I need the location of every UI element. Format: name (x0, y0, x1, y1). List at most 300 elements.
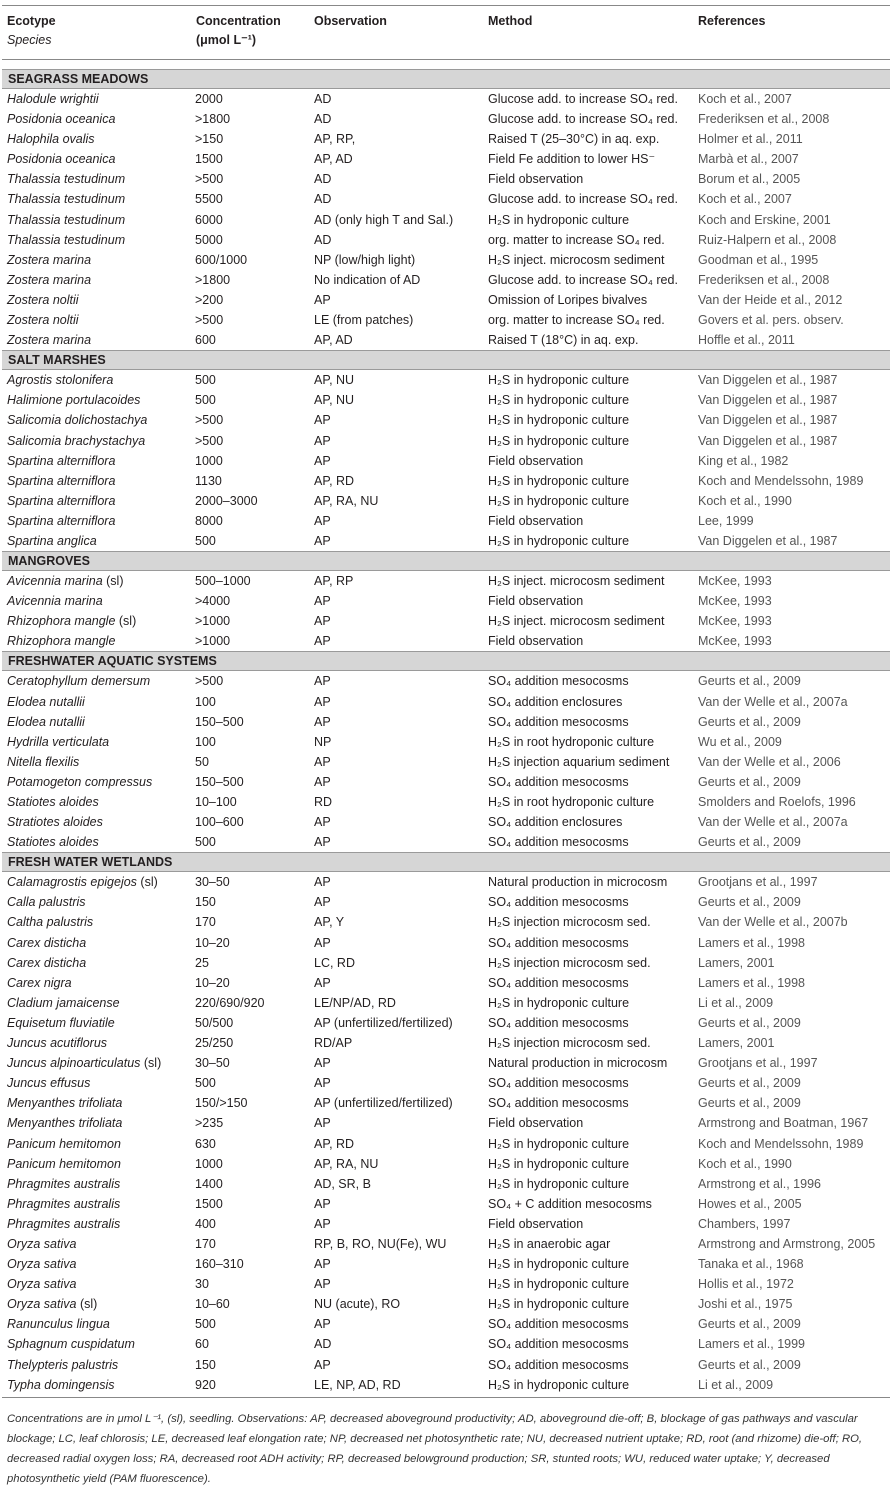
reference-cell: Van Diggelen et al., 1987 (698, 373, 838, 388)
method-cell: H₂S in hydroponic culture (488, 1156, 630, 1171)
method-cell: H₂S injection aquarium sediment (488, 754, 670, 769)
species-cell (7, 451, 115, 471)
species-name: Juncus acutiflorus (7, 1036, 108, 1051)
species-name: Calla palustris (7, 895, 86, 910)
concentration-cell: >500 (195, 433, 224, 448)
reference-cell: Hoffle et al., 2011 (698, 333, 795, 348)
reference-cell: Lamers et al., 1999 (698, 1337, 806, 1352)
species-cell (7, 1093, 122, 1113)
species-cell (7, 1314, 110, 1334)
method-cell: SO₄ addition mesocosms (488, 835, 629, 850)
header-method: Method (488, 14, 533, 28)
table-row (2, 290, 890, 310)
reference-cell: Geurts et al., 2009 (698, 774, 801, 789)
table-row (2, 892, 890, 912)
species-cell (7, 511, 115, 531)
species-name: Rhizophora mangle (7, 614, 116, 629)
table-row (2, 571, 890, 591)
species-name: Carex nigra (7, 975, 72, 990)
species-cell (7, 872, 158, 892)
method-cell: org. matter to increase SO₄ red. (488, 232, 665, 247)
observation-cell: AP (314, 433, 331, 448)
table-row (2, 149, 890, 169)
species-cell (7, 712, 85, 732)
concentration-cell: 500 (195, 533, 216, 548)
reference-cell: Koch et al., 2007 (698, 192, 792, 207)
reference-cell: Howes et al., 2005 (698, 1196, 802, 1211)
species-name: Thalassia testudinum (7, 172, 126, 187)
concentration-cell: 600/1000 (195, 252, 248, 267)
reference-cell: Hollis et al., 1972 (698, 1277, 794, 1292)
method-cell: Natural production in microcosm (488, 875, 668, 890)
observation-cell: NP (low/high light) (314, 252, 416, 267)
concentration-cell: 500 (195, 373, 216, 388)
species-cell (7, 330, 91, 350)
method-cell: SO₄ addition enclosures (488, 815, 623, 830)
species-cell (7, 270, 91, 290)
reference-cell: Holmer et al., 2011 (698, 132, 803, 147)
species-name: Posidonia oceanica (7, 152, 116, 167)
concentration-cell: 170 (195, 1236, 216, 1251)
observation-cell: AP, Y (314, 915, 345, 930)
reference-cell: Wu et al., 2009 (698, 734, 782, 749)
reference-cell: Tanaka et al., 1968 (698, 1257, 804, 1272)
reference-cell: Geurts et al., 2009 (698, 835, 801, 850)
seedling-marker: (sl) (102, 574, 124, 589)
species-name: Juncus alpinoarticulatus (7, 1056, 141, 1071)
table-row (2, 1274, 890, 1294)
table-row (2, 1375, 890, 1395)
species-name: Zostera marina (7, 333, 92, 348)
reference-cell: Geurts et al., 2009 (698, 895, 801, 910)
observation-cell: RD (314, 795, 333, 809)
reference-cell: Armstrong et al., 1996 (698, 1176, 821, 1191)
species-cell (7, 631, 115, 651)
reference-cell: Li et al., 2009 (698, 1377, 774, 1392)
reference-cell: Geurts et al., 2009 (698, 1317, 801, 1332)
table-row (2, 310, 890, 330)
table-footnote: Concentrations are in μmol L⁻¹, (sl), seedling. Observations: AP, decreased aboveground productivity; AD, aboveground die-off; B, blockage of gas pathways and vascular blockage; LC, leaf chlorosis; LE, decreased leaf elongation rate; NP, decreased net photosynthetic rate; NU, decreased nutrient uptake; RD, root (and rhizome) die-off; RO, decreased radial oxygen loss; RA, decreased root ADH activity; RP, decreased belowground production; SR, stunted roots; WU, reduced water uptake; Y, decreased photosynthetic yield (PAM fluorescence). (2, 1397, 890, 1489)
method-cell: H₂S in hydroponic culture (488, 1377, 630, 1392)
reference-cell: Li et al., 2009 (698, 995, 774, 1010)
species-cell (7, 129, 95, 149)
reference-cell: Frederiksen et al., 2008 (698, 272, 830, 287)
concentration-cell: 1000 (195, 1156, 223, 1171)
concentration-cell: 500 (195, 1076, 216, 1091)
header-observation: Observation (314, 14, 387, 28)
concentration-cell: 5500 (195, 192, 223, 207)
method-cell: Field observation (488, 634, 584, 649)
species-name: Spartina alterniflora (7, 473, 116, 488)
table-row (2, 471, 890, 491)
observation-cell: AP (314, 674, 331, 689)
species-cell (7, 933, 86, 953)
reference-cell: Lamers, 2001 (698, 955, 775, 970)
concentration-cell: 6000 (195, 212, 223, 227)
table-row (2, 1154, 890, 1174)
reference-cell: Geurts et al., 2009 (698, 1076, 801, 1091)
species-cell (7, 290, 79, 310)
species-cell (7, 410, 147, 430)
observation-cell: AP, RA, NU (314, 1156, 379, 1171)
species-cell (7, 1134, 121, 1154)
species-cell (7, 912, 93, 932)
species-name: Juncus effusus (7, 1076, 91, 1091)
method-cell: H₂S in hydroponic culture (488, 473, 630, 488)
concentration-cell: >1800 (195, 272, 231, 287)
species-cell (7, 1214, 120, 1234)
concentration-cell: 1000 (195, 453, 223, 468)
concentration-cell: >4000 (195, 594, 231, 609)
species-cell (7, 792, 99, 812)
observation-cell: AP (314, 614, 331, 629)
method-cell: H₂S in hydroponic culture (488, 413, 630, 428)
method-cell: H₂S in hydroponic culture (488, 1297, 630, 1312)
table-row (2, 752, 890, 772)
observation-cell: AP (unfertilized/fertilized) (314, 1015, 453, 1030)
table-row (2, 1013, 890, 1033)
species-cell (7, 1294, 97, 1314)
reference-cell: McKee, 1993 (698, 614, 772, 629)
observation-cell: AP (314, 815, 331, 830)
method-cell: Field Fe addition to lower HS⁻ (488, 152, 656, 167)
table-row (2, 1033, 890, 1053)
method-cell: Raised T (25–30°C) in aq. exp. (488, 132, 660, 147)
table-row (2, 993, 890, 1013)
reference-cell: King et al., 1982 (698, 453, 789, 468)
observation-cell: AP, AD (314, 333, 353, 348)
observation-cell: AP (314, 835, 331, 850)
observation-cell: AD (only high T and Sal.) (314, 212, 454, 227)
table-row (2, 1093, 890, 1113)
header-concentration-unit: (μmol L⁻¹) (196, 33, 257, 47)
species-name: Panicum hemitomon (7, 1156, 121, 1171)
species-name: Carex disticha (7, 955, 87, 970)
method-cell: H₂S in hydroponic culture (488, 212, 630, 227)
reference-cell: Geurts et al., 2009 (698, 714, 801, 729)
method-cell: H₂S injection microcosm sed. (488, 955, 651, 970)
reference-cell: Armstrong and Boatman, 1967 (698, 1116, 869, 1131)
observation-cell: LE (from patches) (314, 313, 414, 328)
method-cell: SO₄ addition mesocosms (488, 774, 629, 789)
species-cell (7, 169, 125, 189)
observation-cell: AP (314, 1216, 331, 1231)
species-name: Salicomia dolichostachya (7, 413, 148, 428)
species-cell (7, 973, 72, 993)
reference-cell: Lamers et al., 1998 (698, 935, 806, 950)
method-cell: SO₄ addition mesocosms (488, 1317, 629, 1332)
table-row (2, 1234, 890, 1254)
header-ecotype-species (7, 12, 56, 50)
species-name: Potamogeton compressus (7, 774, 153, 789)
species-cell (7, 1234, 76, 1254)
concentration-cell: 500 (195, 835, 216, 850)
observation-cell: AP, RA, NU (314, 493, 379, 508)
species-name: Ceratophyllum demersum (7, 674, 151, 689)
table-row (2, 451, 890, 471)
section-header: SALT MARSHES (2, 350, 890, 370)
table-row (2, 169, 890, 189)
concentration-cell: 10–20 (195, 975, 230, 990)
concentration-cell: 600 (195, 333, 216, 348)
observation-cell: AP (314, 634, 331, 649)
species-name: Equisetum fluviatile (7, 1015, 115, 1030)
species-name: Halodule wrightii (7, 92, 99, 106)
reference-cell: Van Diggelen et al., 1987 (698, 393, 838, 408)
method-cell: SO₄ addition mesocosms (488, 1015, 629, 1030)
species-name: Elodea nutallii (7, 694, 85, 709)
species-name: Thalassia testudinum (7, 192, 126, 207)
species-name: Halophila ovalis (7, 132, 95, 147)
reference-cell: Govers et al. pers. observ. (698, 313, 844, 328)
species-cell (7, 390, 140, 410)
species-cell (7, 1194, 120, 1214)
reference-cell: Smolders and Roelofs, 1996 (698, 795, 856, 809)
table-row (2, 1294, 890, 1314)
species-name: Cladium jamaicense (7, 995, 120, 1010)
observation-cell: AP (314, 533, 331, 548)
observation-cell: LE/NP/AD, RD (314, 995, 396, 1010)
reference-cell: Van der Welle et al., 2006 (698, 754, 841, 769)
observation-cell: AD (314, 1337, 332, 1352)
concentration-cell: 150 (195, 895, 216, 910)
species-name: Ranunculus lingua (7, 1317, 110, 1332)
concentration-cell: 100–600 (195, 815, 244, 830)
species-cell (7, 953, 86, 973)
concentration-cell: 10–20 (195, 935, 230, 950)
reference-cell: Koch et al., 2007 (698, 92, 792, 106)
species-cell (7, 671, 150, 691)
reference-cell: Van der Welle et al., 2007a (698, 815, 848, 830)
species-cell (7, 591, 103, 611)
species-name: Sphagnum cuspidatum (7, 1337, 135, 1352)
method-cell: H₂S in anaerobic agar (488, 1236, 611, 1251)
species-cell (7, 1073, 90, 1093)
concentration-cell: 30 (195, 1277, 209, 1292)
table-row (2, 973, 890, 993)
reference-cell: Lamers, 2001 (698, 1036, 775, 1051)
species-name: Halimione portulacoides (7, 393, 141, 408)
method-cell: SO₄ addition mesocosms (488, 674, 629, 689)
method-cell: SO₄ addition mesocosms (488, 975, 629, 990)
method-cell: Raised T (18°C) in aq. exp. (488, 333, 639, 348)
species-cell (7, 611, 136, 631)
table-row (2, 270, 890, 290)
table-row (2, 109, 890, 129)
reference-cell: Van der Welle et al., 2007b (698, 915, 848, 930)
reference-cell: Koch et al., 1990 (698, 1156, 792, 1171)
reference-cell: Koch and Mendelssohn, 1989 (698, 473, 864, 488)
observation-cell: AP (314, 1076, 331, 1091)
species-name: Spartina alterniflora (7, 513, 116, 528)
concentration-cell: >235 (195, 1116, 224, 1131)
observation-cell: AP, RP (314, 574, 354, 589)
method-cell: SO₄ + C addition mesocosms (488, 1196, 652, 1211)
species-name: Zostera noltii (7, 292, 79, 307)
species-cell (7, 1013, 115, 1033)
observation-cell: AD (314, 232, 332, 247)
species-name: Calamagrostis epigejos (7, 875, 137, 890)
reference-cell: Goodman et al., 1995 (698, 252, 819, 267)
species-name: Spartina alterniflora (7, 493, 116, 508)
table-row (2, 250, 890, 270)
table-row (2, 611, 890, 631)
observation-cell: AP (314, 875, 331, 890)
observation-cell: AP (314, 292, 331, 307)
species-name: Phragmites australis (7, 1216, 121, 1231)
species-cell (7, 1033, 107, 1053)
concentration-cell: 220/690/920 (195, 995, 265, 1010)
table-row (2, 872, 890, 892)
species-name: Oryza sativa (7, 1297, 77, 1312)
method-cell: Field observation (488, 453, 584, 468)
method-cell: H₂S in hydroponic culture (488, 1257, 630, 1272)
reference-cell: McKee, 1993 (698, 634, 772, 649)
method-cell: H₂S in hydroponic culture (488, 1136, 630, 1151)
header-concentration (196, 12, 281, 50)
table-row (2, 129, 890, 149)
table-row (2, 210, 890, 230)
species-cell (7, 471, 115, 491)
reference-cell: Koch et al., 1990 (698, 493, 792, 508)
observation-cell: AP, RP, (314, 132, 356, 147)
species-name: Salicomia brachystachya (7, 433, 146, 448)
species-cell (7, 812, 103, 832)
reference-cell: Geurts et al., 2009 (698, 674, 801, 689)
method-cell: H₂S in hydroponic culture (488, 393, 630, 408)
species-name: Carex disticha (7, 935, 87, 950)
reference-cell: Geurts et al., 2009 (698, 1015, 801, 1030)
method-cell: SO₄ addition enclosures (488, 694, 623, 709)
concentration-cell: 5000 (195, 232, 223, 247)
table-row (2, 953, 890, 973)
method-cell: H₂S in hydroponic culture (488, 1176, 630, 1191)
concentration-cell: >500 (195, 172, 224, 187)
reference-cell: Koch and Erskine, 2001 (698, 212, 831, 227)
reference-cell: Geurts et al., 2009 (698, 1357, 801, 1372)
observation-cell: LC, RD (314, 955, 355, 970)
reference-cell: Marbà et al., 2007 (698, 152, 799, 167)
observation-cell: AP (unfertilized/fertilized) (314, 1096, 453, 1111)
observation-cell: AP (314, 1116, 331, 1131)
species-cell (7, 149, 115, 169)
species-cell (7, 892, 86, 912)
concentration-cell: 50 (195, 754, 209, 769)
method-cell: H₂S in root hydroponic culture (488, 795, 655, 809)
observation-cell: AP (314, 774, 331, 789)
concentration-cell: 60 (195, 1337, 209, 1352)
header-ecotype: Ecotype (7, 14, 56, 28)
observation-cell: RD/AP (314, 1036, 353, 1051)
concentration-cell: 150/>150 (195, 1096, 248, 1111)
concentration-cell: 500 (195, 393, 216, 408)
species-name: Phragmites australis (7, 1196, 121, 1211)
sulfide-toxicity-table (2, 5, 890, 1489)
observation-cell: LE, NP, AD, RD (314, 1377, 401, 1392)
reference-cell: Geurts et al., 2009 (698, 1096, 801, 1111)
species-cell (7, 189, 125, 209)
table-row (2, 912, 890, 932)
observation-cell: AP, RD (314, 1136, 355, 1151)
section-header: FRESH WATER WETLANDS (2, 852, 890, 872)
header-species: Species (7, 33, 52, 47)
observation-cell: AD (314, 172, 332, 187)
species-name: Oryza sativa (7, 1277, 77, 1292)
observation-cell: AP (314, 714, 331, 729)
method-cell: SO₄ addition mesocosms (488, 935, 629, 950)
concentration-cell: 10–100 (195, 795, 237, 809)
section-header: SEAGRASS MEADOWS (2, 69, 890, 89)
observation-cell: AD (314, 92, 332, 106)
table-row (2, 1334, 890, 1354)
seedling-marker: (sl) (115, 614, 137, 629)
concentration-cell: >150 (195, 132, 224, 147)
section-header: FRESHWATER AQUATIC SYSTEMS (2, 651, 890, 671)
observation-cell: AP (314, 1357, 331, 1372)
observation-cell: AP (314, 1317, 331, 1332)
method-cell: H₂S in hydroponic culture (488, 1277, 630, 1292)
observation-cell: AD, SR, B (314, 1176, 371, 1191)
observation-cell: AP (314, 975, 331, 990)
method-cell: SO₄ addition mesocosms (488, 895, 629, 910)
concentration-cell: 25/250 (195, 1036, 234, 1051)
table-row (2, 732, 890, 752)
species-name: Typha domingensis (7, 1377, 115, 1392)
observation-cell: AP (314, 1056, 331, 1071)
species-name: Phragmites australis (7, 1176, 121, 1191)
species-name: Zostera marina (7, 252, 92, 267)
table-row (2, 89, 890, 109)
table-row (2, 370, 890, 390)
observation-cell: AP (314, 594, 331, 609)
species-name: Elodea nutallii (7, 714, 85, 729)
method-cell: H₂S inject. microcosm sediment (488, 574, 665, 589)
species-cell (7, 1174, 120, 1194)
species-cell (7, 210, 125, 230)
species-name: Menyanthes trifoliata (7, 1116, 123, 1131)
concentration-cell: 1500 (195, 152, 223, 167)
method-cell: H₂S in hydroponic culture (488, 493, 630, 508)
concentration-cell: >500 (195, 313, 224, 328)
concentration-cell: 30–50 (195, 1056, 230, 1071)
observation-cell: No indication of AD (314, 272, 421, 287)
table-row (2, 1194, 890, 1214)
concentration-cell: 30–50 (195, 875, 230, 890)
reference-cell: Koch and Mendelssohn, 1989 (698, 1136, 864, 1151)
concentration-cell: >200 (195, 292, 224, 307)
species-name: Oryza sativa (7, 1236, 77, 1251)
method-cell: SO₄ addition mesocosms (488, 714, 629, 729)
reference-cell: Joshi et al., 1975 (698, 1297, 793, 1312)
concentration-cell: >1000 (195, 634, 231, 649)
header-references: References (698, 14, 766, 28)
observation-cell: AP (314, 1196, 331, 1211)
header-concentration-label: Concentration (196, 14, 281, 28)
method-cell: Field observation (488, 1216, 584, 1231)
species-name: Agrostis stolonifera (7, 373, 114, 388)
concentration-cell: 500 (195, 1317, 216, 1332)
table-row (2, 230, 890, 250)
table-row (2, 1214, 890, 1234)
table-row (2, 1254, 890, 1274)
species-cell (7, 431, 145, 451)
seedling-marker: (sl) (136, 875, 158, 890)
concentration-cell: 150–500 (195, 774, 244, 789)
table-row (2, 792, 890, 812)
table-row (2, 772, 890, 792)
species-name: Zostera marina (7, 272, 92, 287)
reference-cell: Van Diggelen et al., 1987 (698, 413, 838, 428)
